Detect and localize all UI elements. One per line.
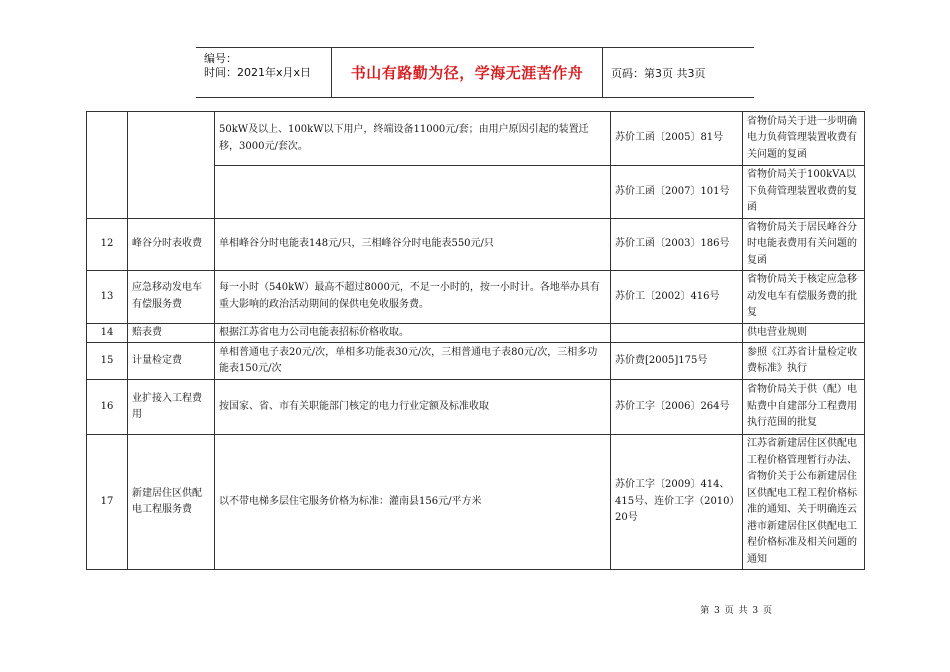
row-standard-cell: 根据江苏省电力公司电能表招标价格收取。 (215, 323, 611, 343)
header-slogan-cell (332, 48, 603, 97)
row-doc-cell: 苏价工字〔2006〕264号 (611, 380, 743, 435)
row-no-cell (87, 112, 128, 219)
page-header (196, 47, 754, 98)
row-doc-cell: 苏价工函〔2007〕101号 (611, 166, 743, 219)
row-no-cell: 17 (87, 435, 128, 570)
row-name-cell: 应急移动发电车有偿服务费 (128, 271, 215, 324)
table-row (87, 271, 865, 324)
row-standard-cell (215, 166, 611, 219)
table-row (87, 343, 865, 380)
time-label: 时间：2021年x月x日 (204, 66, 312, 79)
row-standard-cell: 以不带电梯多层住宅服务价格为标准：灌南县156元/平方米 (215, 435, 611, 570)
row-no-cell: 15 (87, 343, 128, 380)
row-basis-cell: 省物价局关于100kVA以下负荷管理装置收费的复函 (743, 166, 865, 219)
row-doc-cell: 苏价费[2005]175号 (611, 343, 743, 380)
row-doc-cell: 苏价工字〔2009〕414、415号、连价工字（2010）20号 (611, 435, 743, 570)
table-row (87, 380, 865, 435)
row-no-cell: 12 (87, 218, 128, 271)
row-no-cell: 14 (87, 323, 128, 343)
row-no-cell: 13 (87, 271, 128, 324)
row-basis-cell: 省物价局关于供（配）电贴费中自建部分工程费用执行范围的批复 (743, 380, 865, 435)
table-row (87, 218, 865, 271)
row-doc-cell: 苏价工〔2002〕416号 (611, 271, 743, 324)
row-basis-cell: 省物价局关于进一步明确电力负荷管理装置收费有关问题的复函 (743, 112, 865, 166)
row-standard-cell: 50kW及以上、100kW以下用户，终端设备11000元/套；由用户原因引起的装置迁移，3000元/套次。 (215, 112, 611, 166)
row-no-cell: 16 (87, 380, 128, 435)
row-basis-cell: 参照《江苏省计量检定收费标准》执行 (743, 343, 865, 380)
row-name-cell: 业扩接入工程费用 (128, 380, 215, 435)
row-name-cell: 赔表费 (128, 323, 215, 343)
row-doc-cell (611, 323, 743, 343)
row-standard-cell: 单相普通电子表20元/次，单相多功能表30元/次，三相普通电子表80元/次，三相多功能表150元/次 (215, 343, 611, 380)
row-doc-cell: 苏价工函〔2003〕186号 (611, 218, 743, 271)
header-meta (196, 48, 332, 97)
table-row (87, 435, 865, 570)
row-basis-cell: 省物价局关于居民峰谷分时电能表费用有关问题的复函 (743, 218, 865, 271)
fee-table (86, 111, 865, 570)
table-row (87, 112, 865, 166)
page-info: 页码：第3页 共3页 (611, 67, 706, 80)
row-basis-cell: 省物价局关于核定应急移动发电车有偿服务费的批复 (743, 271, 865, 324)
row-name-cell: 峰谷分时表收费 (128, 218, 215, 271)
row-basis-cell: 江苏省新建居住区供配电工程价格管理暂行办法、省物价关于公布新建居住区供配电工程工程价格标准的通知、关于明确连云港市新建居住区供配电工程价格标准及相关问题的通知 (743, 435, 865, 570)
page-footer: 第 3 页 共 3 页 (700, 606, 772, 616)
row-basis-cell: 供电营业规则 (743, 323, 865, 343)
slogan: 书山有路勤为径，学海无涯苦作舟 (350, 64, 584, 82)
table-row (87, 323, 865, 343)
code-label: 编号： (204, 52, 237, 65)
row-standard-cell: 每一小时（540kW）最高不超过8000元，不足一小时的，按一小时计。各地举办具有重大影响的政治活动期间的保供电免收服务费。 (215, 271, 611, 324)
row-standard-cell: 按国家、省、市有关职能部门核定的电力行业定额及标准收取 (215, 380, 611, 435)
row-name-cell (128, 112, 215, 219)
row-name-cell: 计量检定费 (128, 343, 215, 380)
row-doc-cell: 苏价工函〔2005〕81号 (611, 112, 743, 166)
row-name-cell: 新建居住区供配电工程服务费 (128, 435, 215, 570)
row-standard-cell: 单相峰谷分时电能表148元/只，三相峰谷分时电能表550元/只 (215, 218, 611, 271)
